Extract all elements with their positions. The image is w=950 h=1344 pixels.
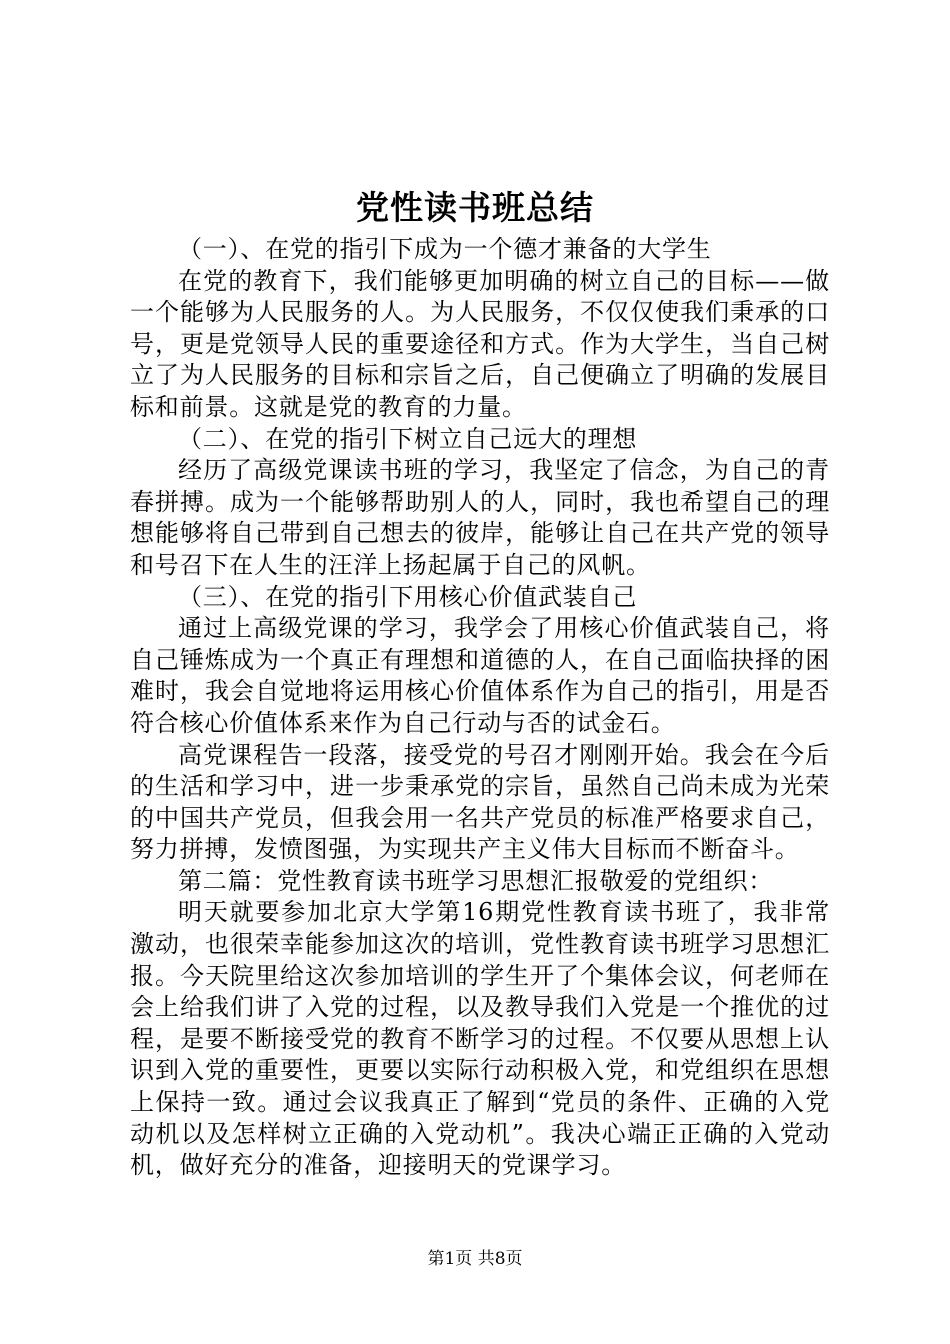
body-paragraph: 高党课程告一段落，接受党的号召才刚刚开始。我会在今后的生活和学习中，进一步秉承党的宗旨，虽然自己尚未成为光荣的中国共产党员，但我会用一名共产党员的标准严格要求自己，努力拼搏，发愤图强，为实现共产主义伟大目标而不断奋斗。 bbox=[130, 740, 830, 864]
page-number-footer: 第1页 共8页 bbox=[427, 1249, 523, 1269]
part-two-heading: 第二篇：党性教育读书班学习思想汇报敬爱的党组织： bbox=[178, 866, 774, 895]
section-heading-3: （三）、在党的指引下用核心价值武装自己 bbox=[178, 582, 638, 611]
section-heading-2: （二）、在党的指引下树立自己远大的理想 bbox=[178, 424, 638, 453]
document-body bbox=[130, 234, 830, 1182]
document-title: 党性读书班总结 bbox=[356, 188, 594, 227]
body-paragraph: 明天就要参加北京大学第16期党性教育读书班了，我非常激动，也很荣幸能参加这次的培训，党性教育读书班学习思想汇报。今天院里给这次参加培训的学生开了个集体会议，何老师在会上给我们讲了入党的过程，以及教导我们入党是一个推优的过程，是要不断接受党的教育不断学习的过程。不仅要从思想上认识到入党的重要性，更要以实际行动积极入党，和党组织在思想上保持一致。通过会议我真正了解到“党员的条件、正确的入党动机以及怎样树立正确的入党动机”。我决心端正正确的入党动机，做好充分的准备，迎接明天的党课学习。 bbox=[130, 898, 830, 1180]
section-heading-1: （一）、在党的指引下成为一个德才兼备的大学生 bbox=[178, 235, 712, 263]
body-paragraph: 经历了高级党课读书班的学习，我坚定了信念，为自己的青春拼搏。成为一个能够帮助别人的人，同时，我也希望自己的理想能够将自己带到自己想去的彼岸，能够让自己在共产党的领导和号召下在人生的汪洋上扬起属于自己的风帆。 bbox=[130, 456, 830, 579]
body-paragraph: 在党的教育下，我们能够更加明确的树立自己的目标——做一个能够为人民服务的人。为人民服务，不仅仅使我们秉承的口号，更是党领导人民的重要途径和方式。作为大学生，当自己树立了为人民服务的目标和宗旨之后，自己便确立了明确的发展目标和前景。这就是党的教育的力量。 bbox=[130, 266, 830, 421]
body-paragraph: 通过上高级党课的学习，我学会了用核心价值武装自己，将自己锤炼成为一个真正有理想和道德的人，在自己面临抉择的困难时，我会自觉地将运用核心价值体系作为自己的指引，用是否符合核心价值体系来作为自己行动与否的试金石。 bbox=[130, 614, 830, 737]
